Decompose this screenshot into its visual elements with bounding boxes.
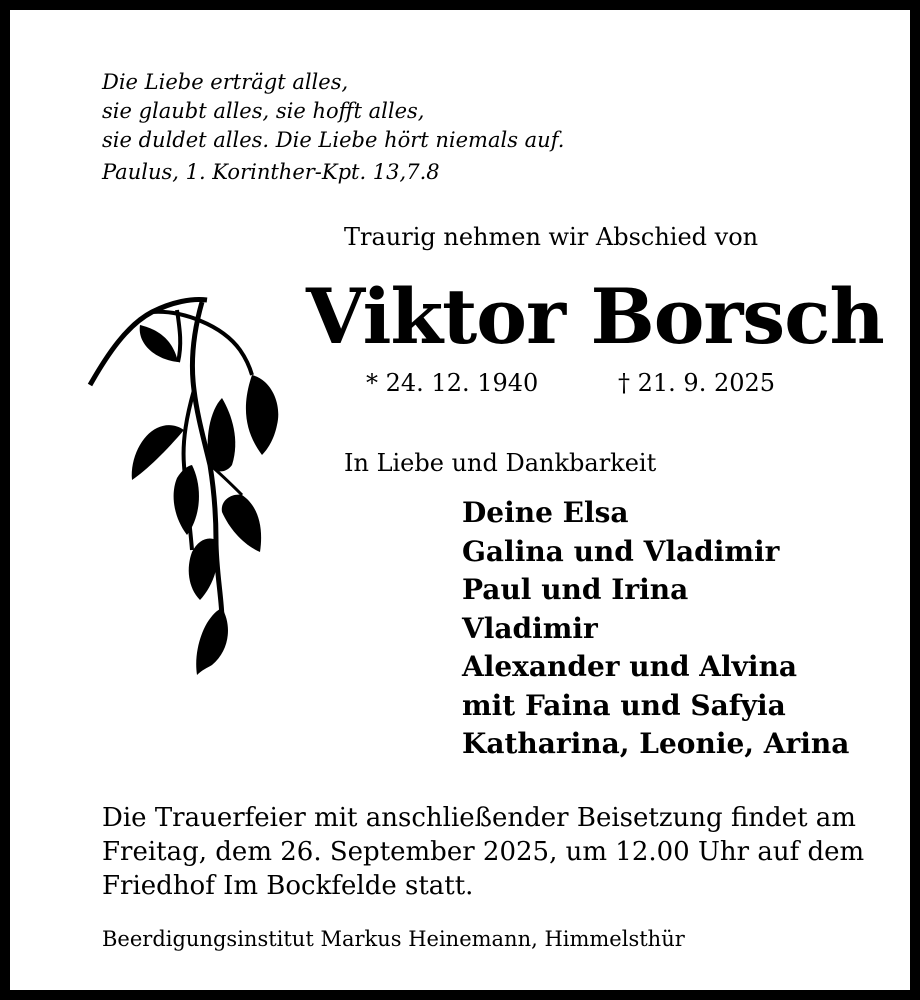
family-line: Paul und Irina — [462, 573, 689, 606]
birth-date: * 24. 12. 1940 — [366, 369, 539, 397]
ceremony-line: Die Trauerfeier mit anschließender Beisetzung findet am — [102, 803, 856, 833]
verse-line: Die Liebe erträgt alles, — [102, 70, 349, 94]
family-list — [462, 494, 849, 764]
verse-line: sie glaubt alles, sie hofft alles, — [102, 99, 425, 123]
family-line: Katharina, Leonie, Arina — [462, 727, 850, 760]
family-line: Galina und Vladimir — [462, 534, 780, 568]
love-line: In Liebe und Dankbarkeit — [344, 449, 657, 477]
undertaker: Beerdigungsinstitut Markus Heinemann, Himmelsthür — [102, 927, 685, 951]
family-line: Deine Elsa — [462, 496, 629, 529]
verse-source: Paulus, 1. Korinther-Kpt. 13,7.8 — [102, 160, 440, 184]
death-date: † 21. 9. 2025 — [618, 369, 776, 397]
bible-verse — [102, 68, 564, 155]
family-line: mit Faina und Safyia — [462, 688, 786, 722]
ceremony-line: Freitag, dem 26. September 2025, um 12.00 Uhr auf dem — [102, 837, 865, 867]
intro-text: Traurig nehmen wir Abschied von — [344, 223, 759, 251]
leaf-branch-icon — [82, 290, 292, 690]
verse-line: sie duldet alles. Die Liebe hört niemals auf. — [102, 128, 565, 152]
ceremony-info — [102, 801, 864, 903]
deceased-name: Viktor Borsch — [306, 272, 884, 361]
ceremony-line: Friedhof Im Bockfelde statt. — [102, 871, 474, 901]
family-line: Alexander und Alvina — [462, 650, 798, 683]
family-line: Vladimir — [462, 611, 598, 645]
